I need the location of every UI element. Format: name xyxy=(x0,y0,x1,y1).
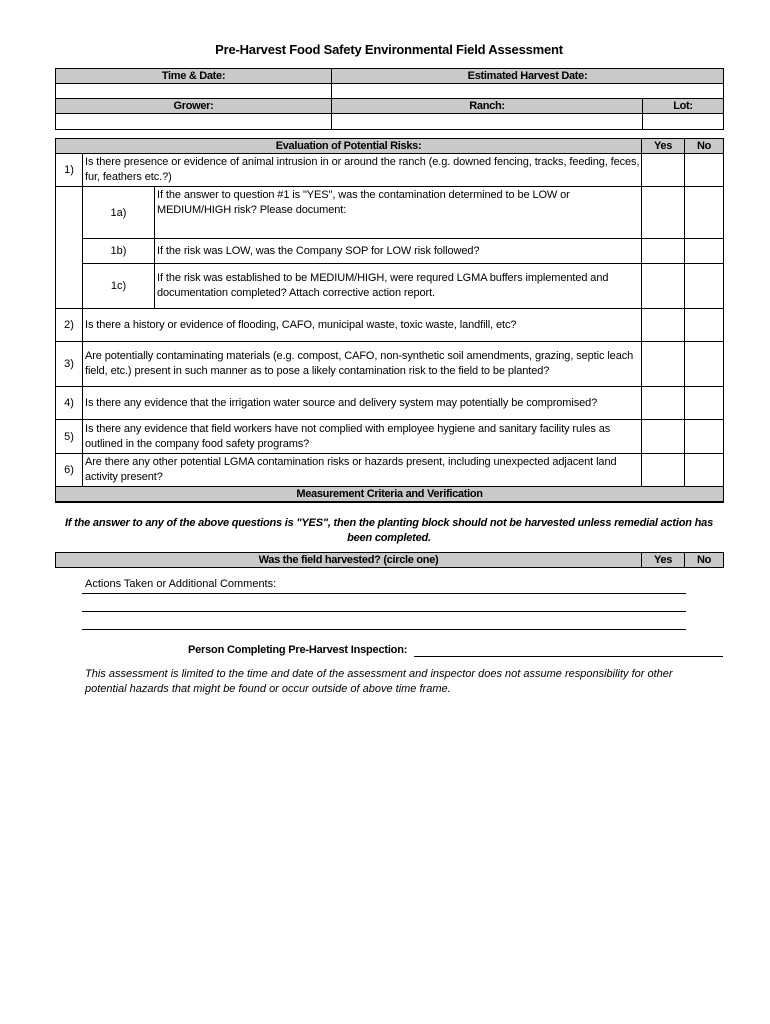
sub-question-number: 1c) xyxy=(83,264,155,309)
time-date-field[interactable] xyxy=(56,84,332,99)
question-number: 2) xyxy=(56,309,83,342)
grower-label: Grower: xyxy=(56,99,332,114)
question-number: 4) xyxy=(56,387,83,420)
question-number: 3) xyxy=(56,342,83,387)
question-text: Is there a history or evidence of flooding, CAFO, municipal waste, toxic waste, landfill, etc? xyxy=(83,309,642,342)
ranch-field[interactable] xyxy=(332,114,643,130)
risks-heading: Evaluation of Potential Risks: xyxy=(56,139,642,154)
yes-cell[interactable] xyxy=(642,309,685,342)
no-cell[interactable] xyxy=(685,454,724,487)
sub-question-number: 1b) xyxy=(83,239,155,264)
harvest-date-label: Estimated Harvest Date: xyxy=(332,69,724,84)
question-row-1a xyxy=(56,187,724,239)
no-cell[interactable] xyxy=(685,154,724,187)
question-row-2 xyxy=(56,309,724,342)
inspector-signature-line[interactable] xyxy=(414,656,723,657)
no-cell[interactable] xyxy=(685,342,724,387)
harvest-date-field[interactable] xyxy=(332,84,724,99)
question-text: Is there any evidence that the irrigation water source and delivery system may potentially be compromised? xyxy=(83,387,642,420)
yes-column-header: Yes xyxy=(642,139,685,154)
disclaimer-text: This assessment is limited to the time and date of the assessment and inspector does not assume responsibility for other potential hazards that might be found or occur outside of above time frame. xyxy=(85,668,673,695)
yes-cell[interactable] xyxy=(642,420,685,454)
question-text: Is there presence or evidence of animal intrusion in or around the ranch (e.g. downed fencing, tracks, feeding, feces, fur, feathers etc.?) xyxy=(83,154,642,187)
no-cell[interactable] xyxy=(685,309,724,342)
no-cell[interactable] xyxy=(685,239,724,264)
question-row-1 xyxy=(56,154,724,187)
question-row-3 xyxy=(56,342,724,387)
question-number: 5) xyxy=(56,420,83,454)
question-row-1b xyxy=(56,239,724,264)
comment-line-2[interactable] xyxy=(82,611,686,612)
sub-question-gutter xyxy=(56,187,83,309)
yes-cell[interactable] xyxy=(642,264,685,309)
yes-cell[interactable] xyxy=(642,342,685,387)
harvested-no-option[interactable]: No xyxy=(685,553,724,568)
measurement-heading: Measurement Criteria and Verification xyxy=(56,487,724,502)
page-title: Pre-Harvest Food Safety Environmental Field Assessment xyxy=(215,42,563,57)
grower-field[interactable] xyxy=(56,114,332,130)
yes-cell[interactable] xyxy=(642,239,685,264)
question-row-4 xyxy=(56,387,724,420)
question-row-5 xyxy=(56,420,724,454)
no-cell[interactable] xyxy=(685,420,724,454)
yes-cell[interactable] xyxy=(642,387,685,420)
sub-question-text: If the answer to question #1 is "YES", was the contamination determined to be LOW or MEDIUM/HIGH risk? Please document: xyxy=(155,187,642,239)
time-date-label: Time & Date: xyxy=(56,69,332,84)
ranch-label: Ranch: xyxy=(332,99,643,114)
harvest-warning-note: If the answer to any of the above questions is "YES", then the planting block should not be harvested unless remedial action has been completed. xyxy=(64,517,714,544)
sub-question-number: 1a) xyxy=(83,187,155,239)
header-info-table xyxy=(55,68,724,130)
actions-comments-label: Actions Taken or Additional Comments: xyxy=(85,578,277,590)
harvested-yes-option[interactable]: Yes xyxy=(642,553,685,568)
lot-field[interactable] xyxy=(643,114,724,130)
no-cell[interactable] xyxy=(685,187,724,239)
sub-question-text: If the risk was LOW, was the Company SOP for LOW risk followed? xyxy=(155,239,642,264)
question-number: 6) xyxy=(56,454,83,487)
comment-line-1[interactable] xyxy=(82,593,686,594)
question-row-1c xyxy=(56,264,724,309)
sub-question-text: If the risk was established to be MEDIUM/HIGH, were requred LGMA buffers implemented and documentation completed? Attach corrective action report. xyxy=(155,264,642,309)
question-text: Is there any evidence that field workers have not complied with employee hygiene and sanitary facility rules as outlined in the company food safety programs? xyxy=(83,420,642,454)
yes-cell[interactable] xyxy=(642,154,685,187)
no-cell[interactable] xyxy=(685,264,724,309)
question-text: Are potentially contaminating materials (e.g. compost, CAFO, non-synthetic soil amendments, grazing, septic leach field, etc.) present in such manner as to pose a likely contamination risk to the field to be planted? xyxy=(83,342,642,387)
harvested-table xyxy=(55,552,724,568)
question-number: 1) xyxy=(56,154,83,187)
risk-evaluation-table xyxy=(55,138,724,503)
comment-line-3[interactable] xyxy=(82,629,686,630)
question-text: Are there any other potential LGMA contamination risks or hazards present, including unexpected adjacent land activity present? xyxy=(83,454,642,487)
lot-label: Lot: xyxy=(643,99,724,114)
no-cell[interactable] xyxy=(685,387,724,420)
yes-cell[interactable] xyxy=(642,187,685,239)
inspector-label: Person Completing Pre-Harvest Inspection: xyxy=(188,644,408,656)
yes-cell[interactable] xyxy=(642,454,685,487)
question-row-6 xyxy=(56,454,724,487)
no-column-header: No xyxy=(685,139,724,154)
harvested-question: Was the field harvested? (circle one) xyxy=(56,553,642,568)
